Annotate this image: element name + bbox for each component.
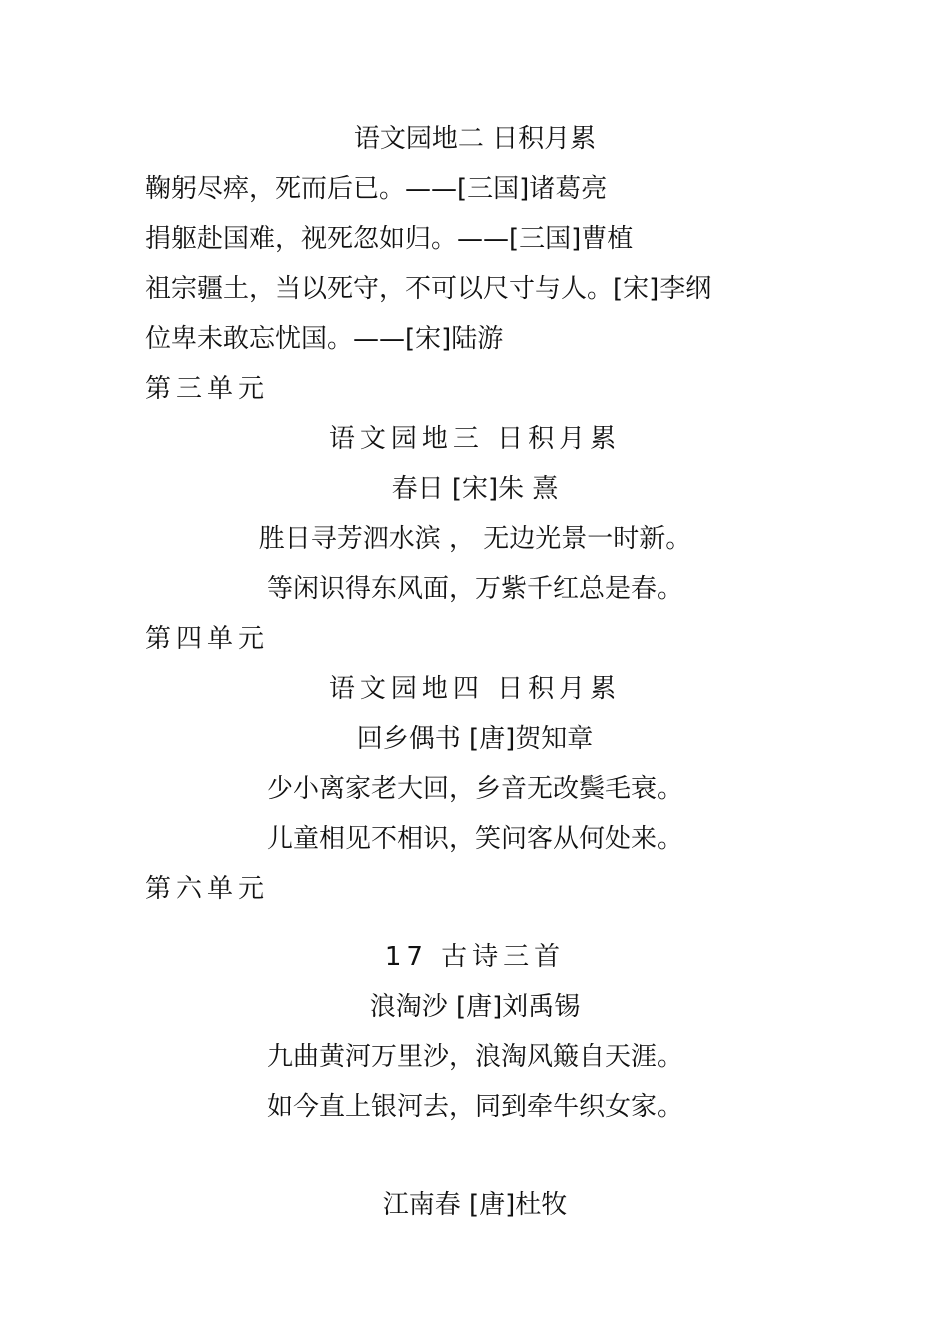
unit3-poem-line-2: 等闲识得东风面，万紫千红总是春。 — [266, 574, 683, 604]
unit6-lesson-title: 17 古诗三首 — [384, 942, 566, 972]
quote-4: 位卑未敢忘忧国。——[宋]陆游 — [145, 324, 504, 354]
unit3-poem-title: 春日 [宋]朱 熹 — [391, 474, 559, 504]
unit3-heading: 第三单元 — [145, 374, 270, 404]
quote-3: 祖宗疆土，当以死守，不可以尺寸与人。[宋]李纲 — [145, 274, 712, 304]
unit4-heading: 第四单元 — [145, 624, 270, 654]
unit6-poem2-title: 江南春 [唐]杜牧 — [382, 1190, 568, 1220]
unit6-heading: 第六单元 — [145, 874, 270, 904]
section2-title: 语文园地二 日积月累 — [353, 124, 597, 154]
unit4-poem-line-1: 少小离家老大回，乡音无改鬓毛衰。 — [266, 774, 683, 804]
quote-1: 鞠躬尽瘁，死而后已。——[三国]诸葛亮 — [145, 174, 608, 204]
unit6-poem1-title: 浪淘沙 [唐]刘禹锡 — [369, 992, 581, 1022]
quote-2: 捐躯赴国难，视死忽如归。——[三国]曹植 — [145, 224, 634, 254]
unit6-poem1-line-2: 如今直上银河去，同到牵牛织女家。 — [266, 1092, 683, 1122]
unit4-poem-title: 回乡偶书 [唐]贺知章 — [356, 724, 594, 754]
unit4-poem-line-2: 儿童相见不相识，笑问客从何处来。 — [266, 824, 683, 854]
unit6-poem1-line-1: 九曲黄河万里沙，浪淘风簸自天涯。 — [266, 1042, 683, 1072]
unit4-title: 语文园地四 日积月累 — [328, 674, 622, 704]
unit3-poem-line-1: 胜日寻芳泗水滨 ， 无边光景一时新。 — [258, 524, 692, 554]
unit3-title: 语文园地三 日积月累 — [328, 424, 622, 454]
